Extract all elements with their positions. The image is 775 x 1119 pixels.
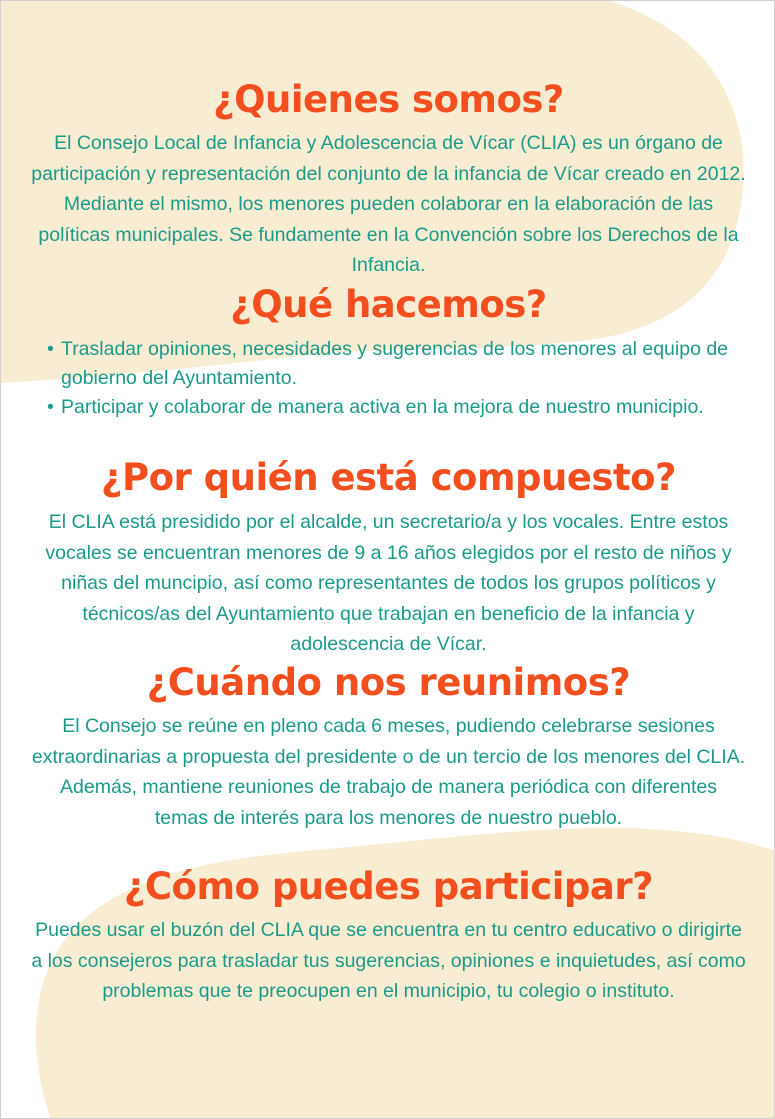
heading-quienes-somos: ¿Quienes somos? <box>213 78 564 121</box>
paragraph-cuando-nos-reunimos: El Consejo se reúne en pleno cada 6 meses, pudiendo celebrarse sesiones extraordinarias a propuesta del presidente o de un tercio de los menores del CLIA. Además, mantiene reuniones de trabajo de manera periódica con diferentes temas de interés para los menores de nuestro pueblo. <box>31 715 746 829</box>
paragraph-quienes-somos: El Consejo Local de Infancia y Adolescencia de Vícar (CLIA) es un órgano de participación y representación del conjunto de la infancia de Vícar creado en 2012. Mediante el mismo, los menores pueden colaborar en la elaboración de las políticas municipales. Se fundamente en la Convención sobre los Derechos de la Infancia. <box>31 132 746 276</box>
list-item <box>47 393 747 422</box>
list-item-text: Participar y colaborar de manera activa en la mejora de nuestro municipio. <box>61 396 704 418</box>
heading-cuando-nos-reunimos: ¿Cuándo nos reunimos? <box>146 661 631 704</box>
heading-por-quien: ¿Por quién está compuesto? <box>100 456 677 499</box>
heading-que-hacemos: ¿Qué hacemos? <box>230 283 547 326</box>
list-que-hacemos <box>47 335 747 422</box>
list-item <box>47 335 747 393</box>
paragraph-por-quien: El CLIA está presidido por el alcalde, un secretario/a y los vocales. Entre estos vocales se encuentran menores de 9 a 16 años elegidos por el resto de niños y niñas del muncipio, así como representantes de todos los grupos políticos y técnicos/as del Ayuntamiento que trabajan en beneficio de la infancia y adolescencia de Vícar. <box>45 511 732 655</box>
paragraph-como-participar: Puedes usar el buzón del CLIA que se encuentra en tu centro educativo o dirigirte a los consejeros para trasladar tus sugerencias, opiniones e inquietudes, así como problemas que te preocupen en el municipio, tu colegio o instituto. <box>31 919 746 1002</box>
bullet-icon: • <box>47 396 54 418</box>
bullet-icon: • <box>47 338 54 360</box>
list-item-text: Trasladar opiniones, necesidades y sugerencias de los menores al equipo de gobierno del Ayuntamiento. <box>61 338 729 389</box>
heading-como-participar: ¿Cómo puedes participar? <box>123 865 654 908</box>
content-area <box>1 1 775 1119</box>
